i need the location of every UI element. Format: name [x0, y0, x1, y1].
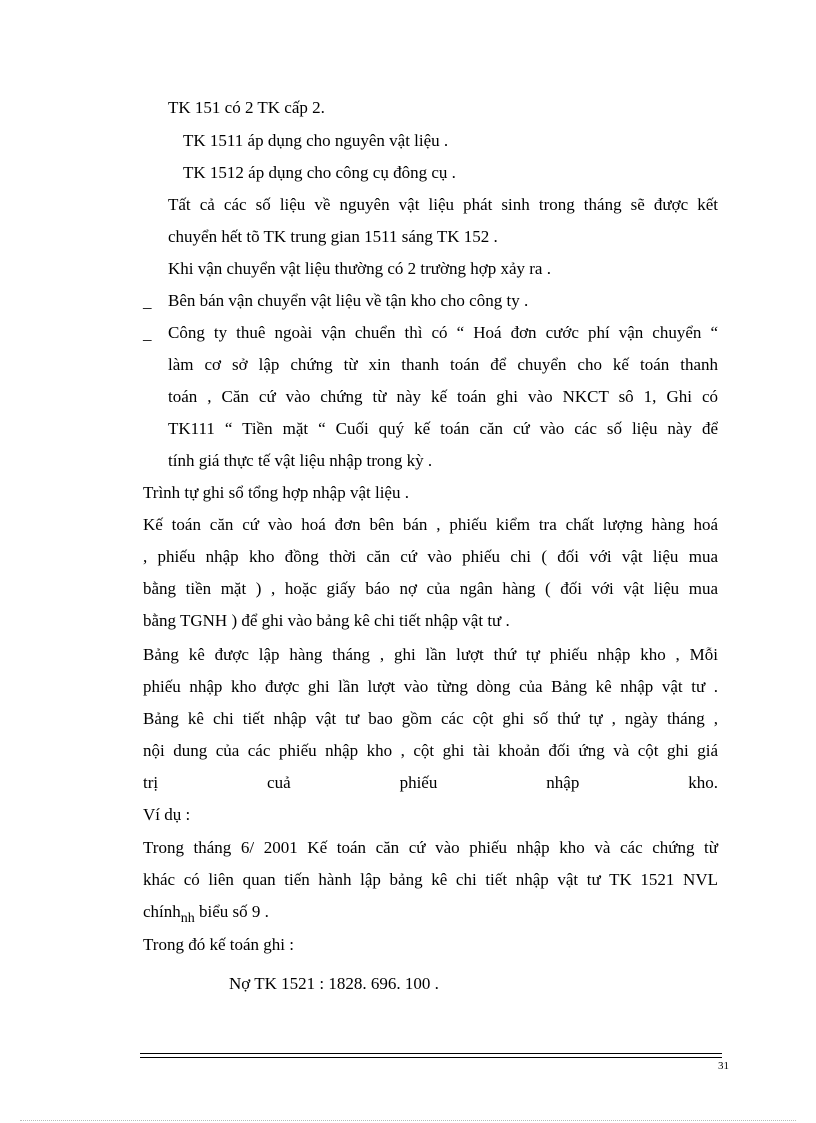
text-line [143, 902, 269, 924]
text-line: phiếu nhập kho được ghi lần lượt vào từng dòng của Bảng kê nhập vật tư . [143, 677, 718, 696]
footer-rule [140, 1057, 722, 1058]
page-number: 31 [718, 1060, 729, 1072]
text-line: Tất cả các số liệu về nguyên vật liệu phát sinh trong tháng sẽ được kết [168, 195, 718, 214]
text-line: toán , Căn cứ vào chứng từ này kế toán ghi vào NKCT sô 1, Ghi có [168, 387, 718, 406]
page-bottom-border [20, 1120, 796, 1121]
text-line: Kế toán căn cứ vào hoá đơn bên bán , phiếu kiểm tra chất lượng hàng hoá [143, 515, 718, 534]
text-line: chuyển hết tõ TK trung gian 1511 sáng TK 152 . [168, 227, 498, 246]
text-line: tính giá thực tế vật liệu nhập trong kỳ . [168, 451, 433, 470]
text-line: Trong đó kế toán ghi : [143, 935, 294, 954]
text-line: Khi vận chuyển vật liệu thường có 2 trường hợp xảy ra . [168, 259, 551, 278]
subscript-text: nh [180, 911, 195, 926]
text-fragment: biểu số 9 . [194, 902, 269, 921]
text-line: Bên bán vận chuyển vật liệu về tận kho cho công ty . [168, 291, 529, 310]
text-line: TK111 “ Tiền mặt “ Cuối quý kế toán căn cứ vào các số liệu này để [168, 419, 718, 438]
text-line: Trong tháng 6/ 2001 Kế toán căn cứ vào phiếu nhập kho và các chứng từ [143, 838, 718, 857]
bullet-dash: _ [143, 292, 152, 311]
text-line: bằng tiền mặt ) , hoặc giấy báo nợ của ngân hàng ( đối với vật liệu mua [143, 579, 718, 598]
text-line: khác có liên quan tiến hành lập bảng kê chi tiết nhập vật tư TK 1521 NVL [143, 870, 718, 889]
bullet-dash: _ [143, 324, 152, 343]
text-line: Bảng kê chi tiết nhập vật tư bao gồm các cột ghi số thứ tự , ngày tháng , [143, 709, 718, 728]
text-line: TK 151 có 2 TK cấp 2. [168, 98, 325, 117]
text-line: Công ty thuê ngoài vận chuển thì có “ Hoá đơn cước phí vận chuyển “ [168, 323, 718, 342]
text-line: , phiếu nhập kho đồng thời căn cứ vào phiếu chi ( đối với vật liệu mua [143, 547, 718, 566]
text-line: trị cuả phiếu nhập kho. [143, 773, 718, 792]
text-line: nội dung của các phiếu nhập kho , cột ghi tài khoản đối ứng và cột ghi giá [143, 741, 718, 760]
text-line: bằng TGNH ) để ghi vào bảng kê chi tiết nhập vật tư . [143, 611, 510, 630]
footer-rule [140, 1053, 722, 1054]
text-line: TK 1511 áp dụng cho nguyên vật liệu . [183, 131, 449, 150]
text-line: làm cơ sở lập chứng từ xin thanh toán để chuyển cho kế toán thanh [168, 355, 718, 374]
text-fragment: chính [143, 902, 181, 921]
text-line: Bảng kê được lập hàng tháng , ghi lần lượt thứ tự phiếu nhập kho , Mỗi [143, 645, 718, 664]
text-line: TK 1512 áp dụng cho công cụ đông cụ . [183, 163, 456, 182]
text-line: Nợ TK 1521 : 1828. 696. 100 . [229, 974, 439, 993]
text-line: Ví dụ : [143, 805, 191, 824]
text-line: Trình tự ghi sổ tổng hợp nhập vật liệu . [143, 483, 409, 502]
